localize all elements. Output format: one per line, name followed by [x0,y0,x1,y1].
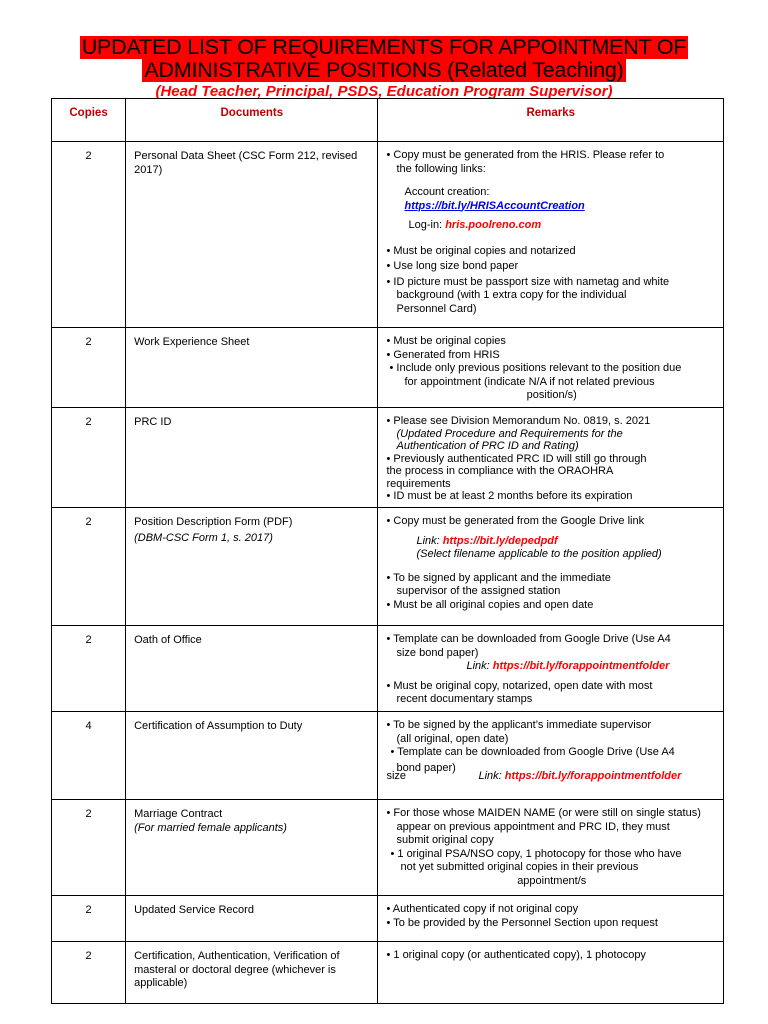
table-row [52,508,724,626]
copies-cell: 4 [52,712,126,800]
remark-text: • Template can be downloaded from Google Drive (Use A4 [390,746,675,758]
link-note: (Select filename applicable to the position applied) [416,548,662,560]
remark-text: • Use long size bond paper [386,260,519,272]
remark-text: bond paper) [396,761,456,774]
remark-text: appear on previous appointment and PRC ID, they must [396,820,670,833]
remark-text: (Updated Procedure and Requirements for the [396,427,623,440]
document-cell: Work Experience Sheet [126,328,378,408]
document-cell [126,508,378,626]
remark-text: • Authenticated copy if not original copy [386,903,579,915]
remark-text: • Must be original copies and notarized [386,244,576,257]
copies-cell: 2 [52,328,126,408]
remark-text: • 1 original PSA/NSO copy, 1 photocopy for those who have [390,847,682,860]
remark-text: supervisor of the assigned station [396,585,561,597]
remark-text: • Previously authenticated PRC ID will still go through [386,452,647,465]
table-row [52,712,724,800]
copies-cell: 2 [52,896,126,942]
remark-text: • To be signed by the applicant’s immediate supervisor [386,719,652,731]
remark-text: size [386,769,407,782]
remarks-cell [378,896,724,942]
remark-text: • Include only previous positions relevant to the position due [389,362,682,374]
table-row [52,942,724,1004]
remark-text: • For those whose MAIDEN NAME (or were still on single status) [386,807,701,819]
remark-text: • Must be original copies [386,335,506,347]
link-label: Link: [478,769,502,782]
table-header-row [52,99,724,142]
table-row [52,328,724,408]
title-line-1: UPDATED LIST OF REQUIREMENTS FOR APPOINTMENT OF [81,35,687,59]
remark-text: • 1 original copy (or authenticated copy), 1 photocopy [386,949,646,961]
remark-text: • ID picture must be passport size with nametag and white [386,275,670,288]
remark-text: • Please see Division Memorandum No. 0819, s. 2021 [386,415,651,427]
remarks-cell [378,712,724,800]
header-remarks: Remarks [378,99,724,142]
remarks-cell [378,408,724,508]
table-row [52,626,724,712]
header-copies: Copies [52,99,126,142]
remark-text: • To be signed by applicant and the immediate [386,571,611,584]
table-row [52,408,724,508]
login-label: Log-in: [408,219,443,231]
remark-text: • Must be all original copies and open date [386,598,594,611]
appointment-folder-link[interactable]: https://bit.ly/forappointmentfolder [504,769,682,782]
remarks-cell [378,328,724,408]
document-name: Marriage Contract [134,808,223,820]
document-name: Position Description Form (PDF) [134,516,293,528]
remark-text: • Copy must be generated from the HRIS. Please refer to [386,149,665,161]
remark-text: recent documentary stamps [396,693,533,705]
document-header [0,36,768,100]
copies-cell: 2 [52,626,126,712]
copies-cell: 2 [52,942,126,1004]
table-row [52,896,724,942]
remark-text: • ID must be at least 2 months before its expiration [386,490,633,502]
remark-text: size bond paper) [396,646,479,659]
subtitle: (Head Teacher, Principal, PSDS, Education Program Supervisor) [155,83,613,100]
login-link[interactable]: hris.poolreno.com [445,219,542,231]
document-subtitle: (For married female applicants) [134,821,287,834]
document-subtitle: (DBM-CSC Form 1, s. 2017) [134,531,273,544]
remark-text: requirements [386,477,451,490]
remark-text: not yet submitted original copies in their previous [400,861,639,873]
remark-text: • Copy must be generated from the Google Drive link [386,515,645,527]
copies-cell: 2 [52,800,126,896]
remark-text: appointment/s [517,874,587,887]
pdf-link[interactable]: https://bit.ly/depedpdf [442,534,558,547]
remark-text: position/s) [526,389,577,401]
remarks-cell [378,626,724,712]
document-cell: Personal Data Sheet (CSC Form 212, revised 2017) [126,142,378,328]
document-cell [126,800,378,896]
remark-text: submit original copy [396,834,494,846]
header-documents: Documents [126,99,378,142]
remark-text: (all original, open date) [396,732,509,745]
document-cell: PRC ID [126,408,378,508]
copies-cell: 2 [52,408,126,508]
document-cell: Oath of Office [126,626,378,712]
remarks-cell [378,508,724,626]
remark-text: • Must be original copy, notarized, open date with most [386,679,653,692]
link-label: Link: [466,660,490,672]
remark-text: for appointment (indicate N/A if not related previous [404,375,655,388]
account-creation-link[interactable]: https://bit.ly/HRISAccountCreation [404,199,585,212]
remark-text: • Template can be downloaded from Google Drive (Use A4 [386,633,671,645]
document-cell: Updated Service Record [126,896,378,942]
remark-text: background (with 1 extra copy for the individual [396,289,627,301]
link-label: Link: [416,534,440,547]
account-creation-label: Account creation: [404,186,490,198]
appointment-folder-link[interactable]: https://bit.ly/forappointmentfolder [492,660,670,672]
remarks-cell [378,142,724,328]
copies-cell: 2 [52,142,126,328]
remark-text: Authentication of PRC ID and Rating) [396,440,579,452]
table-row [52,142,724,328]
remark-text: • Generated from HRIS [386,348,500,361]
remarks-cell [378,942,724,1004]
remark-text: the process in compliance with the ORAOHRA [386,465,614,477]
document-cell: Certification of Assumption to Duty [126,712,378,800]
title-line-2: ADMINISTRATIVE POSITIONS (Related Teaching) [144,58,624,82]
copies-cell: 2 [52,508,126,626]
remark-text: Personnel Card) [396,302,477,315]
table-row [52,800,724,896]
document-cell: Certification, Authentication, Verification of masteral or doctoral degree (whichever is applicable) [126,942,378,1004]
remark-text: • To be provided by the Personnel Section upon request [386,916,658,929]
remarks-cell [378,800,724,896]
requirements-table [51,98,724,1004]
remark-text: the following links: [396,162,486,175]
